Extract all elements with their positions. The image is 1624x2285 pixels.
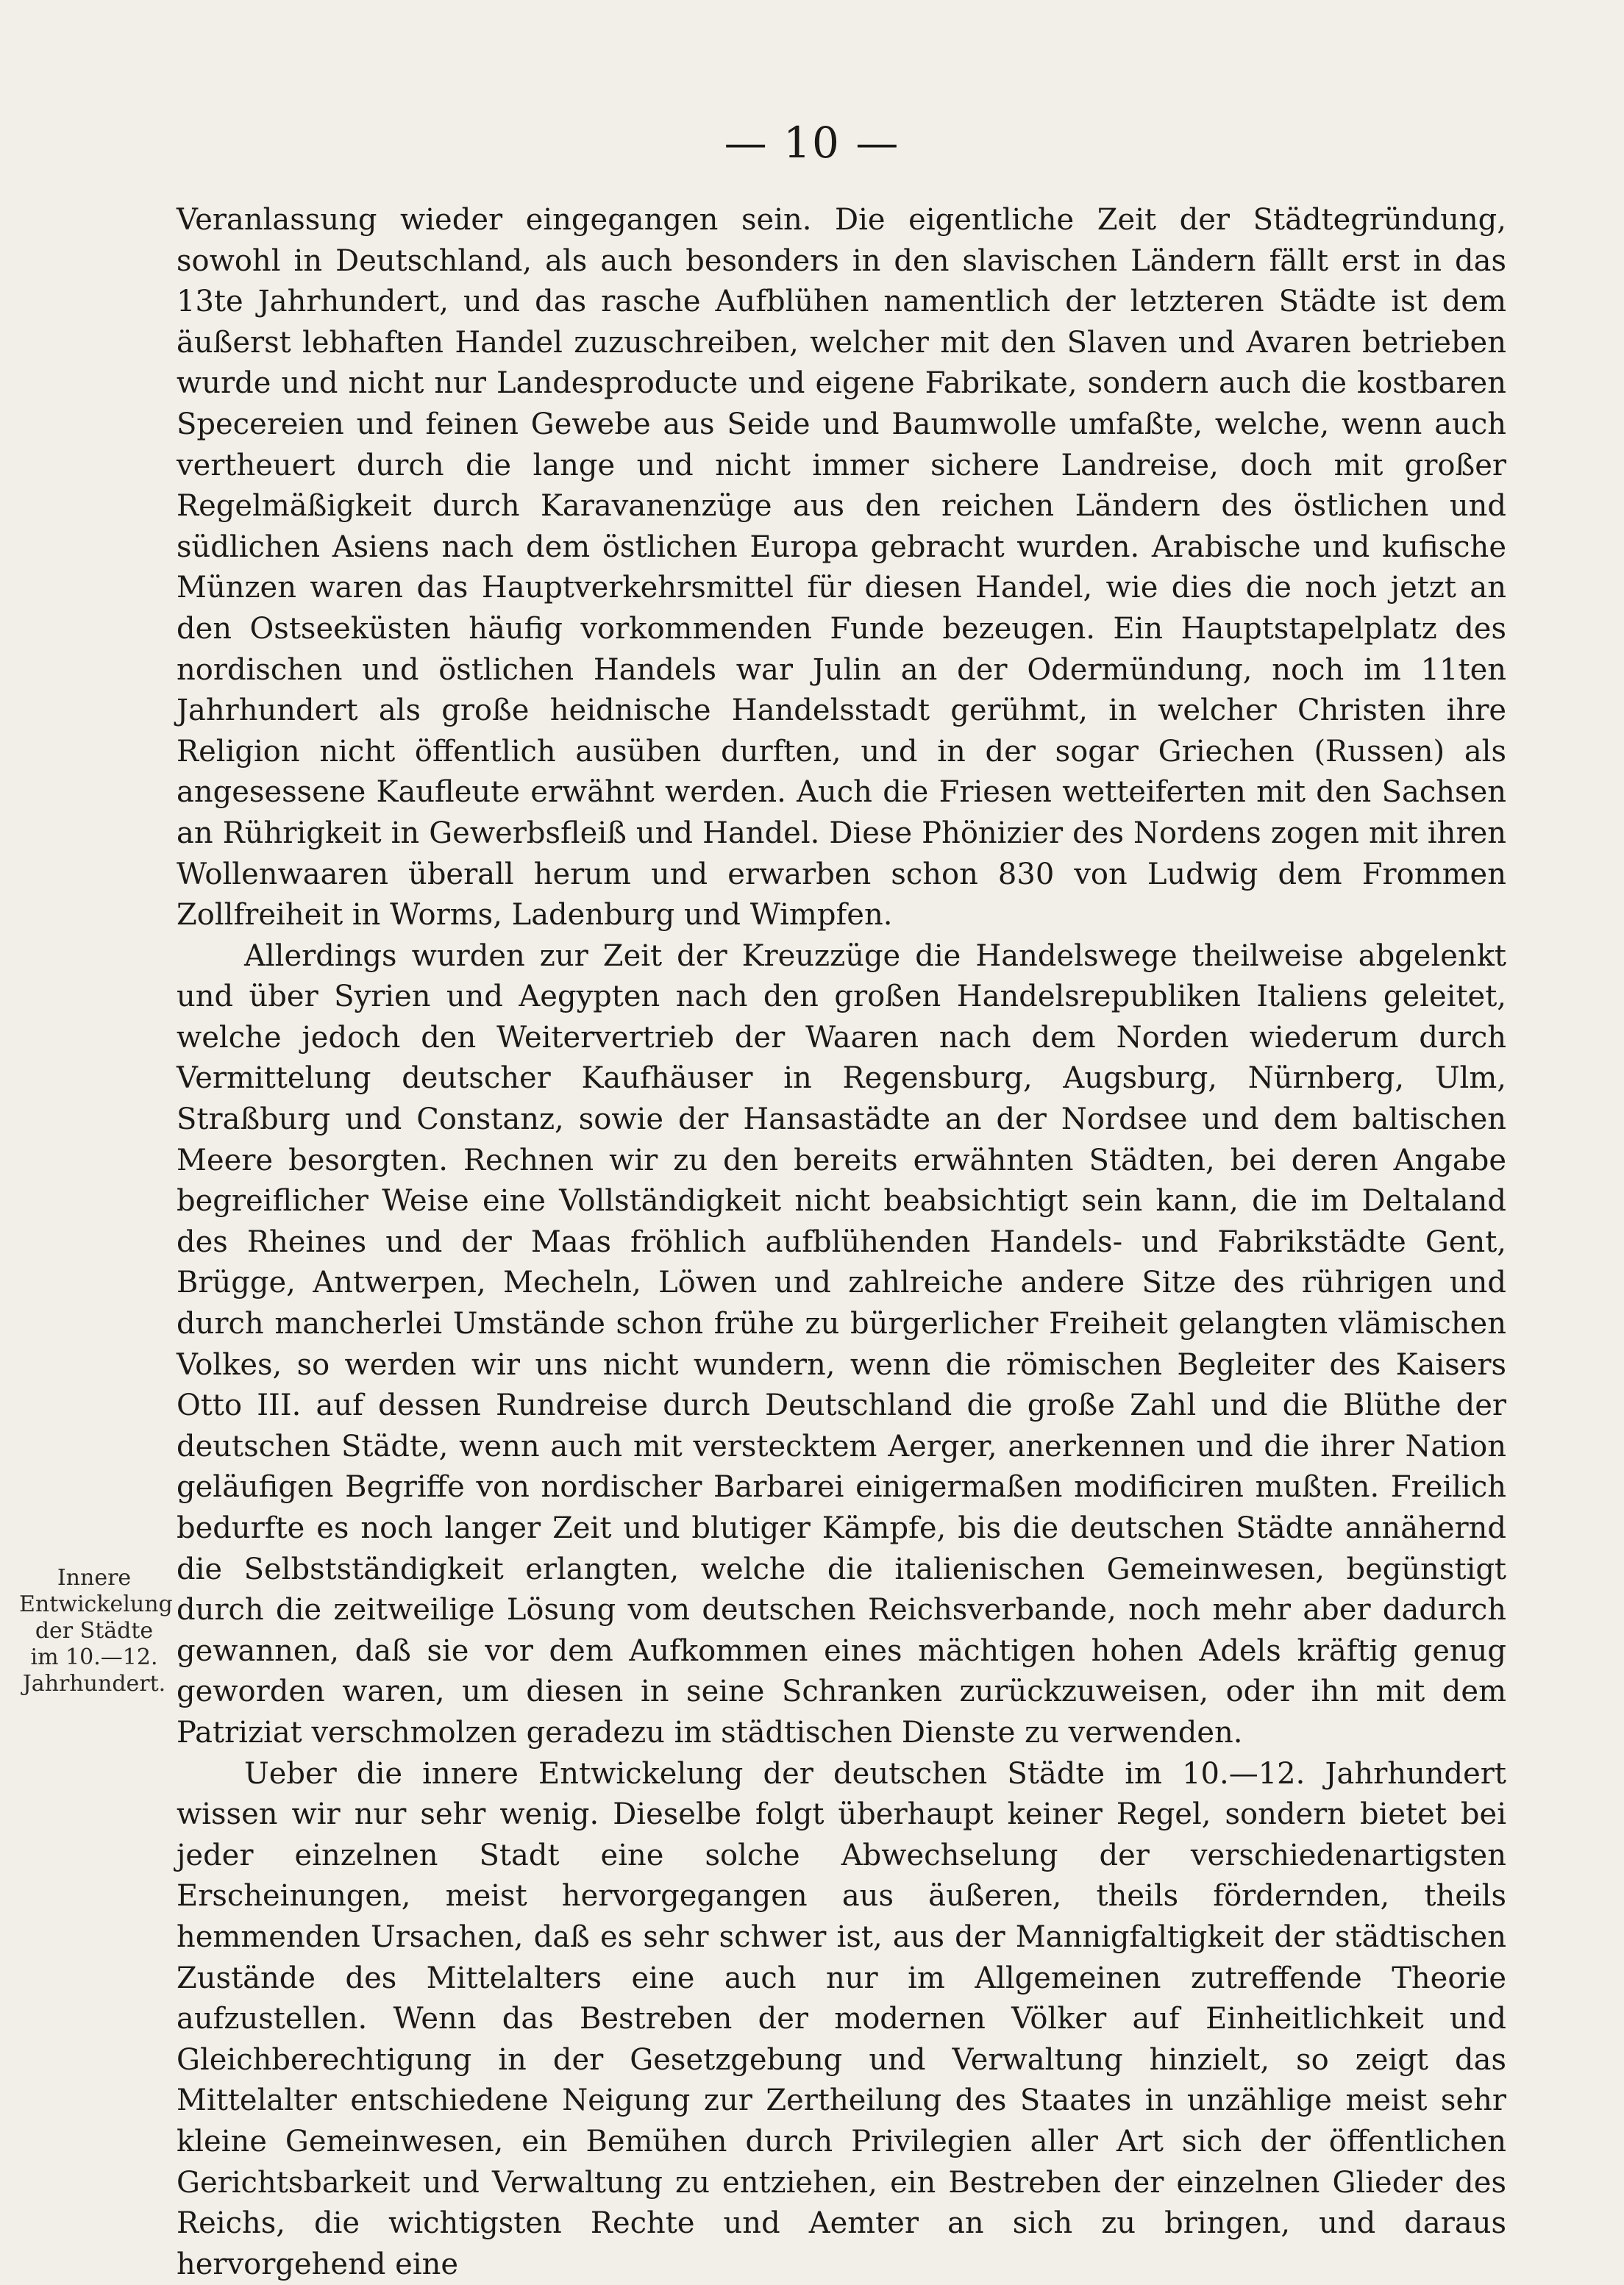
paragraph-3: Ueber die innere Entwickelung der deutschen Städte im 10.—12. Jahrhundert wissen wir nur sehr wenig. Dieselbe folgt überhaupt keiner Regel, sondern bietet bei jeder einzelnen Stadt eine solche Abwechselung der verschiedenartigsten Erscheinungen, meist hervorgegangen aus äußeren, theils fördernden, theils hemmenden Ursachen, daß es sehr schwer ist, aus der Mannigfaltigkeit der städtischen Zustände des Mittelalters eine auch nur im Allgemeinen zutreffende Theorie aufzustellen. Wenn das Bestreben der modernen Völker auf Einheitlichkeit und Gleichberechtigung in der Gesetzgebung und Verwaltung hinzielt, so zeigt das Mittelalter entschiedene Neigung zur Zertheilung des Staates in unzählige meist sehr kleine Gemeinwesen, ein Bemühen durch Privilegien aller Art sich der öffentlichen Gerichtsbarkeit und Verwaltung zu entziehen, ein Bestreben der einzelnen Glieder des Reichs, die wichtigsten Rechte und Aemter an sich zu bringen, und daraus hervorgehend eine (177, 1756, 1506, 2281)
page-number: — 10 — (724, 118, 900, 168)
paragraph-1: Veranlassung wieder eingegangen sein. Die eigentliche Zeit der Städtegründung, sowohl in Deutschland, als auch besonders in den slavischen Ländern fällt erst in das 13te Jahrhundert, und das rasche Aufblühen namentlich der letzteren Städte ist dem äußerst lebhaften Handel zuzuschreiben, welcher mit den Slaven und Avaren betrieben wurde und nicht nur Landesproducte und eigene Fabrikate, sondern auch die kostbaren Specereien und feinen Gewebe aus Seide und Baumwolle umfaßte, welche, wenn auch vertheuert durch die lange und nicht immer sichere Landreise, doch mit großer Regelmäßigkeit durch Karavanenzüge aus den reichen Ländern des östlichen und südlichen Asiens nach dem östlichen Europa gebracht wurden. Arabische und kufische Münzen waren das Hauptverkehrsmittel für diesen Handel, wie dies die noch jetzt an den Ostseeküsten häufig vorkommenden Funde bezeugen. Ein Hauptstapelplatz des nordischen und östlichen Handels war Julin an der Odermündung, noch im 11ten Jahrhundert als große heidnische Handelsstadt gerühmt, in welcher Christen ihre Religion nicht öffentlich ausüben durften, und in der sogar Griechen (Russen) als angesessene Kaufleute erwähnt werden. Auch die Friesen wetteiferten mit den Sachsen an Rührigkeit in Gewerbsfleiß und Handel. Diese Phönizier des Nordens zogen mit ihren Wollenwaaren überall herum und erwarben schon 830 von Ludwig dem Frommen Zollfreiheit in Worms, Ladenburg und Wimpfen. (177, 203, 1506, 933)
margin-note: Innere Entwickelung der Städte im 10.—12. Jahrhundert. (19, 1565, 173, 1697)
body-text (177, 200, 1506, 2285)
paragraph-2: Allerdings wurden zur Zeit der Kreuzzüge die Handelswege theilweise abgelenkt und über Syrien und Aegypten nach den großen Handelsrepubliken Italiens geleitet, welche jedoch den Weitervertrieb der Waaren nach dem Norden wiederum durch Vermittelung deutscher Kaufhäuser in Regensburg, Augsburg, Nürnberg, Ulm, Straßburg und Constanz, sowie der Hansastädte an der Nordsee und dem baltischen Meere besorgten. Rechnen wir zu den bereits erwähnten Städten, bei deren Angabe begreiflicher Weise eine Vollständigkeit nicht beabsichtigt sein kann, die im Deltaland des Rheines und der Maas fröhlich aufblühenden Handels- und Fabrikstädte Gent, Brügge, Antwerpen, Mecheln, Löwen und zahlreiche andere Sitze des rührigen und durch mancherlei Umstände schon frühe zu bürgerlicher Freiheit gelangten vlämischen Volkes, so werden wir uns nicht wundern, wenn die römischen Begleiter des Kaisers Otto III. auf dessen Rundreise durch Deutschland die große Zahl und die Blüthe der deutschen Städte, wenn auch mit verstecktem Aerger, anerkennen und die ihrer Nation geläufigen Begriffe von nordischer Barbarei einigermaßen modificiren mußten. Freilich bedurfte es noch langer Zeit und blutiger Kämpfe, bis die deutschen Städte annähernd die Selbstständigkeit erlangten, welche die italienischen Gemeinwesen, begünstigt durch die zeitweilige Lösung vom deutschen Reichsverbande, noch mehr aber dadurch gewannen, daß sie vor dem Aufkommen eines mächtigen hohen Adels kräftig genug geworden waren, um diesen in seine Schranken zurückzuweisen, oder ihn mit dem Patriziat verschmolzen geradezu im städtischen Dienste zu verwenden. (177, 938, 1506, 1750)
